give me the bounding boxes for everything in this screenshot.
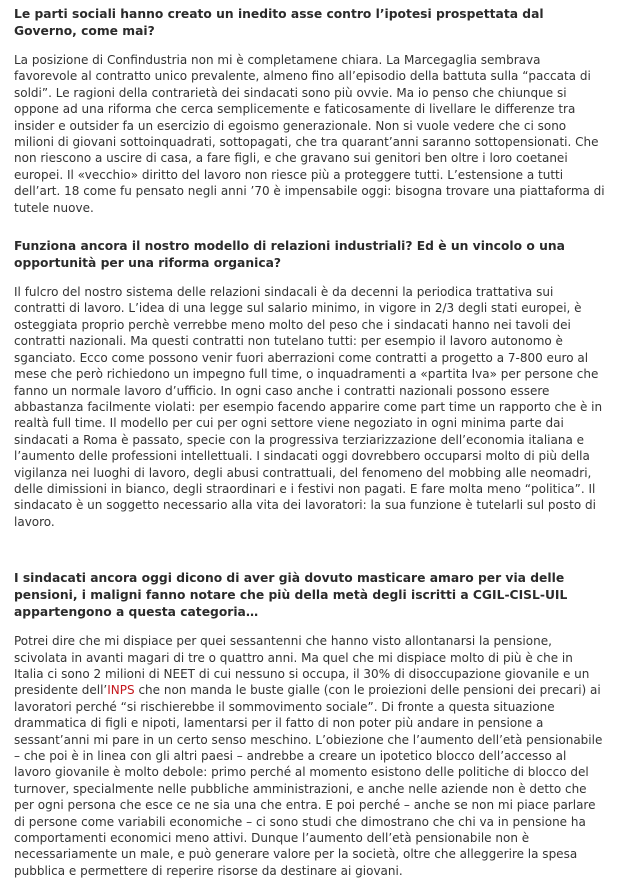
answer-text-before: Potrei dire che mi dispiace per quei sessantenni che hanno visto allontanarsi la pensione, scivolata in avanti magari di tre o quattro anni. Ma quel che mi dispiace molto di più è che in Italia ci sono 2 milioni di NEET di cui nessuno si occupa, il 30% di disoccupazione giovanile e un presidente dell’ [14,634,590,698]
section-spacer [14,530,606,570]
qa-section-3 [14,570,606,879]
question-heading: Funziona ancora il nostro modello di relazioni industriali? Ed è un vincolo o una opportunità per una riforma organica? [14,239,565,271]
answer-paragraph [14,633,606,879]
qa-section-2 [14,238,606,530]
section-spacer [14,216,606,238]
question-heading: Le parti sociali hanno creato un inedito asse contro l’ipotesi prospettata dal Governo, come mai? [14,7,544,38]
answer-text-after: che non manda le buste gialle (con le proiezioni delle pensioni dei precari) ai lavoratori perché “si rischierebbe il sommovimento sociale”. Di fronte a questa situazione drammatica di figli e nipoti, lamentarsi per il fatto di non poter più andare in pensione a sessant’anni mi pare in un certo senso meschino. L’obiezione che l’aumento dell’età pensionabile – che poi è in linea con gli altri paesi – andrebbe a creare un ipotetico blocco dell’accesso al lavoro giovanile è molto debole: primo perché al momento esistono delle politiche di blocco del turnover, specialmente nelle pubbliche amministrazioni, e anche nelle aziende non è detto che per ogni persona che esce ce ne sia una che entra. E poi perché – anche se non mi piace parlare di persone come variabili economiche – ci sono studi che dimostrano che chi va in pensione ha comportamenti economici meno attivi. Dunque l’aumento dell’età pensionabile non è necessariamente un male, e può generare valore per la società, oltre che alleggerire la spesa pubblica e permettere di reperire risorse da destinare ai giovani. [14,683,603,878]
qa-section-1 [14,6,606,216]
answer-paragraph: La posizione di Confindustria non mi è completamene chiara. La Marcegaglia sembrava favorevole al contratto unico prevalente, almeno fino all’episodio della battuta sulla “paccata di soldi”. Le ragioni della contrarietà dei sindacati sono più ovvie. Ma io penso che chiunque si oppone ad una riforma che cerca semplicemente e faticosamente di livellare le differenze tra insider e outsider fa un esercizio di egoismo generazionale. Non si vuole vedere che ci sono milioni di giovani sottoinquadrati, sottopagati, che tra quarant’anni saranno sottopensionati. Che non riescono a uscire di casa, a fare figli, e che gravano sui genitori ben oltre i loro coetanei europei. Il «vecchio» diritto del lavoro non riesce più a proteggere tutti. L’estensione a tutti dell’art. 18 come fu pensato negli anni ’70 è impensabile oggi: bisogna trovare una piattaforma di tutele nuove. [14,53,605,215]
question-heading: I sindacati ancora oggi dicono di aver già dovuto masticare amaro per via delle pensioni, i maligni fanno notare che più della metà degli iscritti a CGIL-CISL-UIL appartengono a questa categoria… [14,571,568,620]
answer-paragraph: Il fulcro del nostro sistema delle relazioni sindacali è da decenni la periodica trattativa sui contratti di lavoro. L’idea di una legge sul salario minimo, in vigore in 2/3 degli stati europei, è osteggiata proprio perchè verrebbe meno molto del peso che i sindacati hanno nei tavoli dei contratti nazionali. Ma questi contratti non tutelano tutti: per esempio il lavoro autonomo è sganciato. Ecco come possono venir fuori aberrazioni come contratti a progetto a 7-800 euro al mese che però richiedono un impegno full time, o inquadramenti a «partita Iva» per persone che fanno un normale lavoro d’ufficio. In ogni caso anche i contratti nazionali possono essere abbastanza facilmente violati: per esempio facendo apparire come part time un rapporto che è in realtà full time. Il modello per cui per ogni settore viene negoziato in ogni minima parte dai sindacati a Roma è passato, specie con la progressiva terziarizzazione dell’economia italiana e l’aumento delle professioni intellettuali. I sindacati oggi dovrebbero occuparsi molto di più della vigilanza nei luoghi di lavoro, degli abusi contrattuali, del fenomeno del mobbing alle neomadri, delle dimissioni in bianco, degli straordinari e i festivi non pagati. E fare molta meno “politica”. Il sindacato è un soggetto necessario alla vita dei lavoratori: la sua funzione è tutelarli sul posto di lavoro. [14,285,603,529]
inps-highlight: INPS [107,683,135,698]
